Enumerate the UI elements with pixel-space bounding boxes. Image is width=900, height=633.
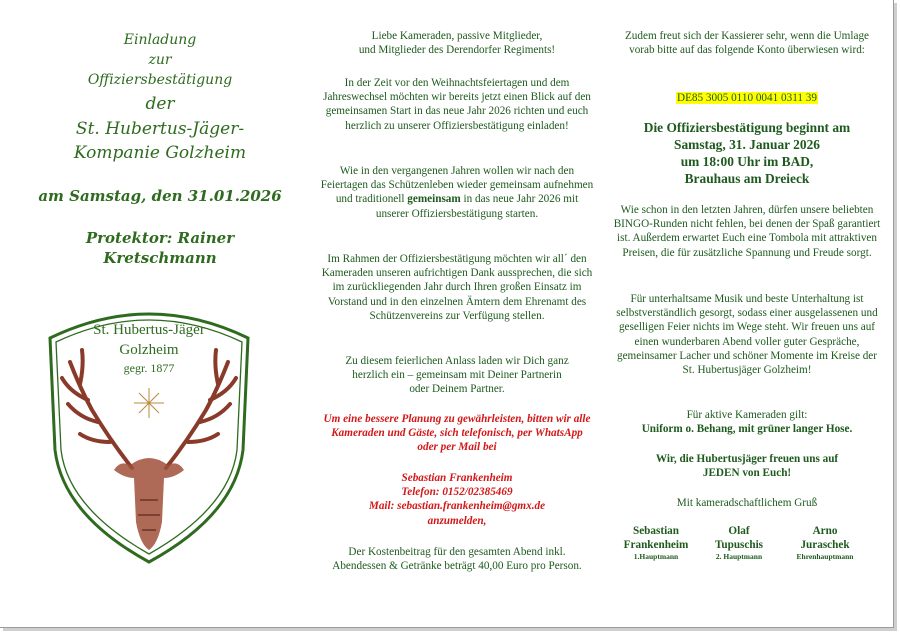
event-headline	[608, 119, 886, 187]
protector-line-1: Protektor: Rainer	[85, 229, 235, 247]
title-company-1: St. Hubertus-Jäger-	[75, 119, 245, 139]
headline-line-2: Samstag, 31. Januar 2026	[674, 137, 820, 152]
title-offiziersbestaetigung: Offiziersbestätigung	[87, 72, 233, 88]
rsvp-email: Mail: sebastian.frankenheim@gmx.de	[368, 500, 546, 513]
greeting-line-2: und Mitglieder des Derendorfer Regiments!	[358, 44, 556, 57]
tradition-paragraph	[312, 164, 602, 221]
title-company-2: Kompanie Golzheim	[73, 143, 247, 163]
star-icon	[134, 388, 164, 418]
rsvp-phone: Telefon: 0152/02385469	[401, 486, 513, 499]
signature-2-role: 2. Hauptmann	[715, 552, 763, 561]
rsvp-register: anzumelden,	[427, 514, 487, 527]
stag-face	[114, 458, 184, 550]
signature-3-role: Ehrenhauptmann	[796, 552, 854, 561]
signature-1	[608, 524, 704, 562]
iban-line	[608, 91, 886, 105]
dress-code-line-2: Uniform o. Behang, mit grüner langer Hose.	[641, 423, 853, 436]
crest-text-3: gegr. 1877	[123, 361, 175, 375]
signature-2-last: Tupuschis	[714, 539, 764, 551]
signature-1-first: Sebastian	[632, 525, 679, 537]
event-date: am Samstag, den 31.01.2026	[38, 187, 282, 205]
greeting-line: Mit kameradschaftlichem Gruß	[676, 497, 818, 509]
company-crest	[40, 300, 258, 568]
protector-line-2: Kretschmann	[103, 249, 217, 267]
signature-2-first: Olaf	[728, 525, 750, 537]
closing-line-1: Wir, die Hubertusjäger freuen uns auf	[655, 453, 839, 465]
title-zur: zur	[148, 52, 172, 68]
dress-code-line-1: Für aktive Kameraden gilt:	[686, 409, 808, 421]
signature-1-role: 1.Hauptmann	[633, 552, 679, 561]
transfer-paragraph: Zudem freut sich der Kassierer sehr, wenn die Umlage vorab bitte auf das folgende Konto überwiesen wird:	[624, 30, 870, 57]
signature-3-last: Juraschek	[800, 539, 850, 551]
closing	[608, 452, 886, 480]
closing-line-2: JEDEN von Euch!	[702, 467, 792, 480]
title-der: der	[145, 94, 175, 114]
rsvp-contact	[312, 471, 602, 528]
greeting-paragraph	[312, 29, 602, 57]
rsvp-name: Sebastian Frankenheim	[401, 472, 513, 484]
iban: DE85 3005 0110 0041 0311 39	[677, 92, 817, 104]
signature-3	[784, 524, 866, 562]
rsvp-request: Um eine bessere Planung zu gewährleisten, bitten wir alle Kameraden und Gäste, sich telefonisch, per WhatsApp oder per Mail bei	[323, 413, 591, 454]
tradition-text-2: in das neue Jahr 2026 mit unserer Offiziersbestätigung starten.	[375, 193, 579, 220]
signature-3-first: Arno	[812, 525, 838, 537]
music-paragraph: Für unterhaltsame Musik und beste Unterhaltung ist selbstverständlich gesorgt, sodass einer ausgelassenen und geselligen Feier nichts im Wege steht. Wir freuen uns auf einen wunderbaren Abend voller guter Gespräche, gemeinsamer Lacher und schöner Momente im Kreise der St. Hubertusjäger Golzheim!	[616, 293, 878, 377]
signature-1-last: Frankenheim	[623, 539, 689, 551]
tradition-text-1: Wie in den vergangenen Jahren wollen wir nach den Feiertagen das Schützenleben wieder gemeinsam aufnehmen und traditionell	[320, 165, 594, 206]
title-einladung: Einladung	[123, 32, 197, 48]
crest-text-1: St. Hubertus-Jäger	[93, 322, 205, 338]
dress-code	[608, 408, 886, 436]
cost-paragraph: Der Kostenbeitrag für den gesamten Abend inkl. Abendessen & Getränke beträgt 40,00 Euro pro Person.	[332, 546, 582, 573]
thanks-paragraph: Im Rahmen der Offiziersbestätigung möchten wir all´ den Kameraden unseren aufrichtigen Dank aussprechen, die sich im zurückliegenden Jahr durch Ihren großen Einsatz im Vorstand und in den einzelnen Ämtern dem Ehrenamt des Schützenvereins zur Verfügung stellen.	[321, 253, 593, 322]
headline-line-1: Die Offiziersbestätigung beginnt am	[643, 120, 851, 135]
intro-paragraph: In der Zeit vor den Weihnachtsfeiertagen und dem Jahreswechsel möchten wir bereits jetzt einen Blick auf den gemeinsamen Start in das neue Jahr 2026 richten und euch herzlich zu unserer Offiziersbestätigung einladen!	[323, 77, 591, 132]
headline-line-4: Brauhaus am Dreieck	[684, 171, 810, 186]
signature-2	[700, 524, 778, 562]
bingo-paragraph: Wie schon in den letzten Jahren, dürfen unsere beliebten BINGO-Runden nicht fehlen, bei denen der Spaß garantiert ist. Außerdem erwartet Euch eine Tombola mit attraktiven Preisen, die für zusätzliche Spannung und Freude sorgt.	[613, 204, 881, 259]
greeting-line-1: Liebe Kameraden, passive Mitglieder,	[371, 30, 543, 42]
headline-line-3: um 18:00 Uhr im BAD,	[680, 154, 814, 169]
crest-text-2: Golzheim	[119, 342, 179, 358]
tradition-bold: gemeinsam	[407, 193, 461, 206]
partner-paragraph: Zu diesem feierlichen Anlass laden wir Dich ganz herzlich ein – gemeinsam mit Deiner Partnerin oder Deinem Partner.	[345, 355, 569, 396]
